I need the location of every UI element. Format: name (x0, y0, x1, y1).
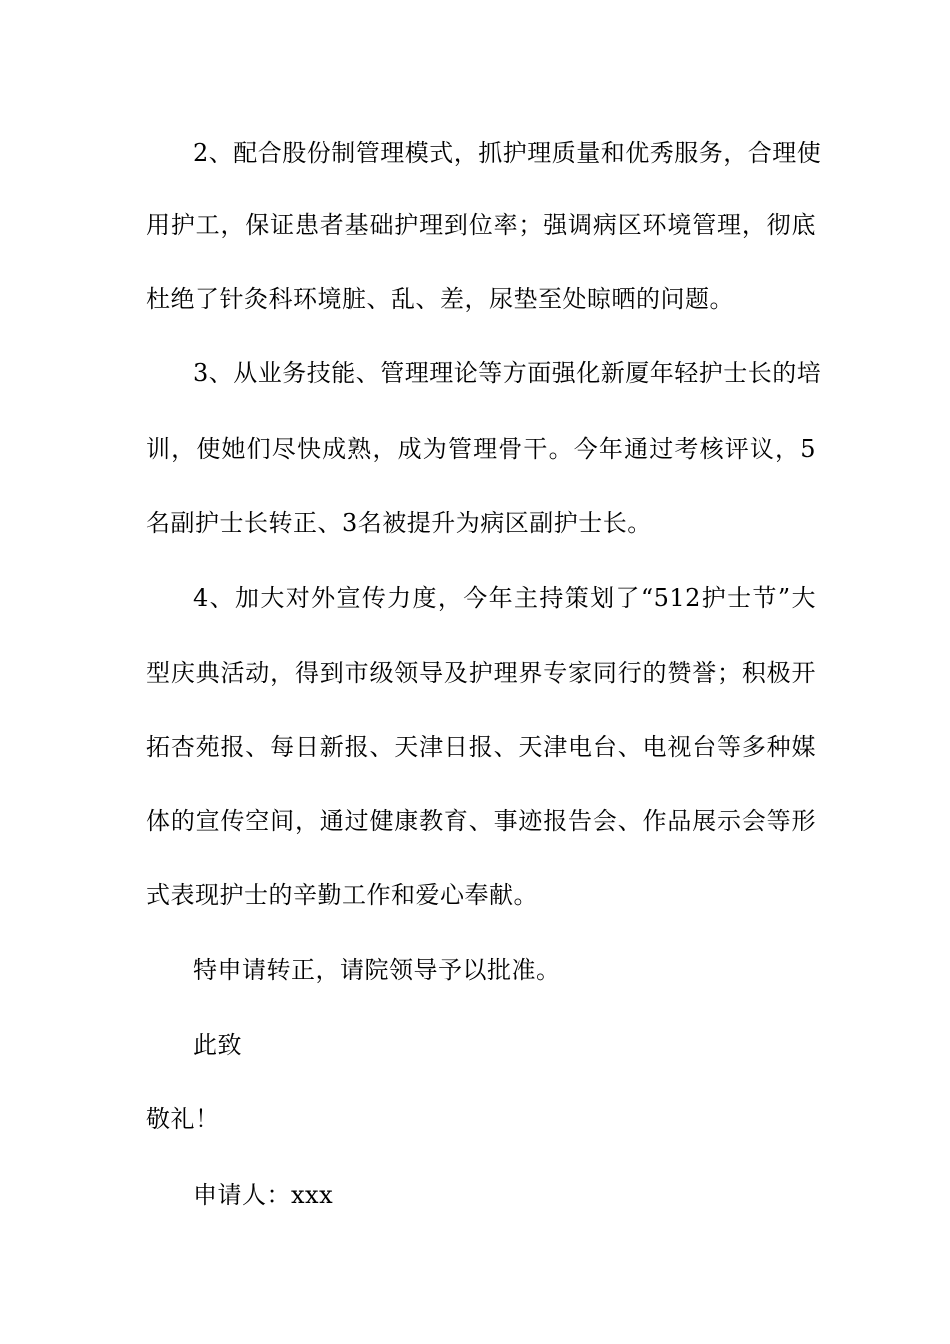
paragraph-3-line-2: 训，使她们尽快成熟，成为管理骨干。今年通过考核评议，5 (146, 435, 816, 463)
paragraph-4-line-2: 型庆典活动，得到市级领导及护理界专家同行的赞誉；积极开 (146, 659, 816, 687)
request-text: 特申请转正，请院领导予以批准。 (193, 956, 561, 984)
paragraph-4-line-4: 体的宣传空间，通过健康教育、事迹报告会、作品展示会等形 (146, 807, 816, 835)
salutation-text: 敬礼！ (146, 1105, 220, 1133)
paragraph-2-line-3: 杜绝了针灸科环境脏、乱、差，尿垫至处晾晒的问题。 (146, 285, 734, 313)
paragraph-4-line-1: 4、加大对外宣传力度，今年主持策划了“512护士节”大 (193, 584, 816, 612)
paragraph-3-line-1: 3、从业务技能、管理理论等方面强化新厦年轻护士长的培 (193, 359, 822, 387)
paragraph-3-line-3: 名副护士长转正、3名被提升为病区副护士长。 (146, 509, 652, 537)
paragraph-4-line-3: 拓杏苑报、每日新报、天津日报、天津电台、电视台等多种媒 (146, 733, 816, 761)
applicant-signature: 申请人：xxx (193, 1181, 334, 1209)
paragraph-2-line-1: 2、配合股份制管理模式，抓护理质量和优秀服务，合理使 (193, 139, 822, 167)
paragraph-2-line-2: 用护工，保证患者基础护理到位率；强调病区环境管理，彻底 (146, 211, 816, 239)
paragraph-4-line-5: 式表现护士的辛勤工作和爱心奉献。 (146, 881, 538, 909)
closing-text: 此致 (193, 1031, 242, 1059)
